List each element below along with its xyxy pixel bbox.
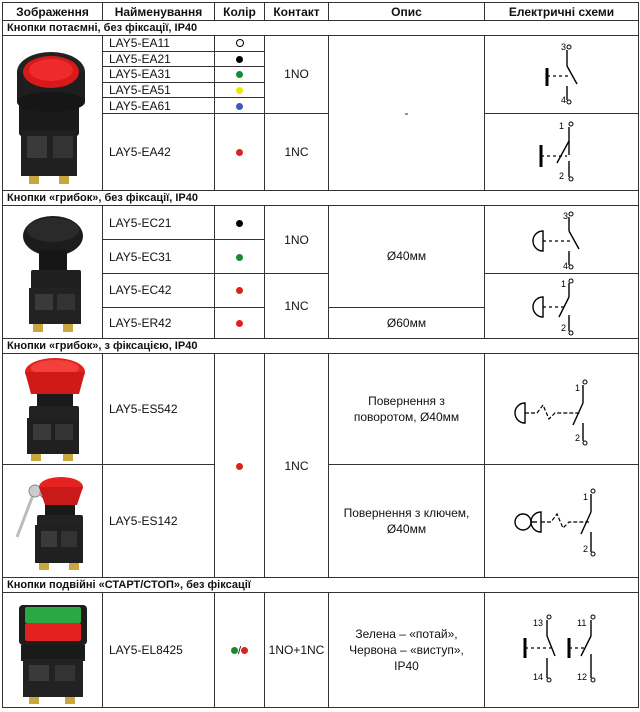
nc-contact-scheme	[485, 275, 639, 337]
description-line: IP40	[394, 659, 419, 673]
model-name: LAY5-EA11	[103, 36, 215, 52]
terminal-2: 2	[561, 323, 567, 333]
terminal-4: 4	[563, 260, 569, 271]
terminal-11: 11	[577, 618, 587, 628]
red-dot	[236, 149, 243, 156]
product-table	[2, 2, 639, 708]
color-cell	[215, 82, 265, 98]
description-line: поворотом, Ø40мм	[353, 410, 460, 424]
terminal-1: 1	[575, 383, 581, 393]
terminal-2: 2	[583, 544, 589, 554]
flush-button-photo	[3, 36, 103, 190]
description-line: Зелена – «потай»,	[355, 627, 458, 641]
model-name: LAY5-EA21	[103, 51, 215, 67]
image-cell	[3, 36, 103, 191]
red-dot	[236, 463, 243, 470]
latching-mushroom-photo	[3, 354, 103, 464]
double-contact-scheme	[485, 594, 639, 706]
color-cell	[215, 307, 265, 339]
description-cell	[329, 465, 485, 578]
terminal-4: 4	[561, 95, 567, 106]
terminal-1: 1	[559, 120, 565, 131]
terminal-1: 1	[561, 279, 567, 289]
color-cell	[215, 51, 265, 67]
scheme-cell	[485, 465, 639, 578]
header-color: Колір	[215, 3, 265, 21]
nc-contact-scheme	[485, 466, 639, 576]
color-cell	[215, 98, 265, 114]
terminal-2: 2	[575, 433, 581, 443]
mushroom-button-photo	[3, 206, 103, 338]
color-cell	[215, 36, 265, 52]
image-cell	[3, 593, 103, 708]
description-line: Повернення з	[368, 394, 445, 408]
model-name: LAY5-ES542	[103, 354, 215, 465]
terminal-1: 1	[583, 492, 589, 502]
model-name: LAY5-EA42	[103, 113, 215, 190]
contact-cell: 1NO	[265, 206, 329, 274]
scheme-cell	[485, 354, 639, 465]
header-image: Зображення	[3, 3, 103, 21]
no-contact-scheme	[485, 36, 639, 112]
description-cell: Ø60мм	[329, 307, 485, 339]
green-dot	[236, 254, 243, 261]
description-line: Ø40мм	[386, 522, 427, 536]
red-dot	[236, 287, 243, 294]
yellow-dot	[236, 87, 243, 94]
model-name: LAY5-EC42	[103, 274, 215, 308]
description-line: Повернення з ключем,	[343, 506, 470, 520]
model-name: LAY5-EC31	[103, 240, 215, 274]
model-name: LAY5-EA31	[103, 67, 215, 83]
black-dot	[236, 56, 243, 63]
terminal-3: 3	[561, 42, 567, 53]
scheme-cell	[485, 36, 639, 114]
terminal-13: 13	[533, 618, 544, 628]
section-title: Кнопки потаємні, без фіксації, IP40	[3, 21, 639, 36]
terminal-12: 12	[577, 672, 588, 682]
color-cell	[215, 113, 265, 190]
model-name: LAY5-EA61	[103, 98, 215, 114]
color-separator: /	[237, 645, 242, 657]
white-dot	[236, 39, 244, 47]
green-dot	[236, 71, 243, 78]
header-contact: Контакт	[265, 3, 329, 21]
description-cell: Ø40мм	[329, 206, 485, 308]
nc-contact-scheme	[485, 355, 639, 463]
model-name: LAY5-ER42	[103, 307, 215, 339]
section-title: Кнопки «грибок», з фіксацією, IP40	[3, 339, 639, 354]
description-cell	[329, 593, 485, 708]
image-cell	[3, 206, 103, 339]
model-name: LAY5-EA51	[103, 82, 215, 98]
image-cell	[3, 465, 103, 578]
color-cell	[215, 240, 265, 274]
model-name: LAY5-ES142	[103, 465, 215, 578]
image-cell	[3, 354, 103, 465]
double-button-photo	[3, 593, 103, 707]
terminal-14: 14	[533, 672, 544, 682]
key-mushroom-photo	[3, 465, 103, 577]
model-name: LAY5-EL8425	[103, 593, 215, 708]
product-table-wrapper	[2, 2, 638, 708]
header-schemes: Електричні схеми	[485, 3, 639, 21]
header-name: Найменування	[103, 3, 215, 21]
blue-dot	[236, 103, 243, 110]
scheme-cell	[485, 206, 639, 274]
description-cell: -	[329, 36, 485, 191]
color-cell	[215, 354, 265, 578]
description-cell	[329, 354, 485, 465]
section-title: Кнопки «грибок», без фіксації, IP40	[3, 191, 639, 206]
scheme-cell	[485, 274, 639, 339]
scheme-cell	[485, 113, 639, 190]
terminal-2: 2	[559, 170, 565, 181]
no-contact-scheme	[485, 207, 639, 273]
header-description: Опис	[329, 3, 485, 21]
section-title: Кнопки подвійні «СТАРТ/СТОП», без фіксації	[3, 578, 639, 593]
red-dot	[241, 647, 248, 654]
contact-cell: 1NO+1NC	[265, 593, 329, 708]
contact-cell: 1NC	[265, 354, 329, 578]
red-dot	[236, 320, 243, 327]
contact-cell: 1NC	[265, 274, 329, 339]
color-cell	[215, 206, 265, 240]
scheme-cell	[485, 593, 639, 708]
black-dot	[236, 220, 243, 227]
header-row	[3, 3, 639, 21]
color-cell	[215, 274, 265, 308]
green-dot	[231, 647, 238, 654]
model-name: LAY5-EC21	[103, 206, 215, 240]
color-cell	[215, 67, 265, 83]
contact-cell: 1NO	[265, 36, 329, 114]
terminal-3: 3	[563, 210, 569, 221]
description-line: Червона – «виступ»,	[349, 643, 464, 657]
color-cell	[215, 593, 265, 708]
nc-contact-scheme	[485, 115, 639, 189]
contact-cell: 1NC	[265, 113, 329, 190]
